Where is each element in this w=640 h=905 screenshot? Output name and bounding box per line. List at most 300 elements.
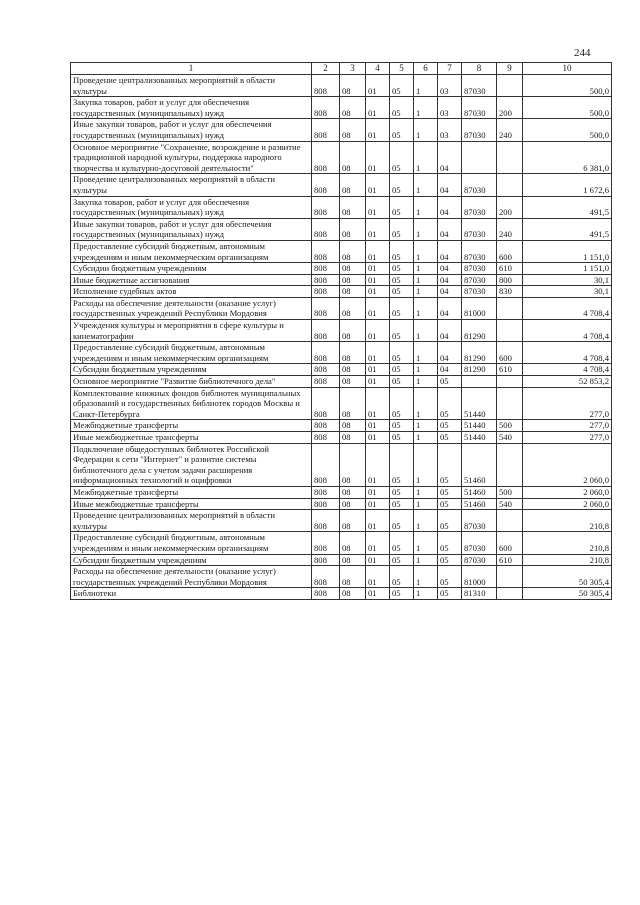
code-expense-type [497,387,523,420]
code-admin: 808 [312,141,340,174]
row-name: Исполнение судебных актов [71,286,312,298]
table-row [71,588,612,600]
code-event: 05 [438,420,462,432]
code-program: 05 [390,566,414,588]
code-section: 08 [340,387,366,420]
code-expense-type: 200 [497,97,523,119]
code-event: 03 [438,75,462,97]
code-subsection: 01 [366,498,390,510]
code-admin: 808 [312,510,340,532]
code-section: 08 [340,320,366,342]
code-section: 08 [340,263,366,275]
code-subsection: 01 [366,141,390,174]
page-number: 244 [574,47,591,59]
code-section: 08 [340,274,366,286]
table-row [71,342,612,364]
amount: 2 060,0 [523,443,612,486]
code-direction [462,376,497,388]
code-direction: 51440 [462,387,497,420]
code-expense-type [497,510,523,532]
code-program: 05 [390,218,414,240]
row-name: Основное мероприятие "Сохранение, возрождение и развитие традиционной народной культуры, поддержка народного творчества и культурно-досуговой деятельности" [71,141,312,174]
code-direction: 87030 [462,240,497,262]
code-admin: 808 [312,196,340,218]
code-program: 05 [390,320,414,342]
code-subprogram: 1 [414,486,438,498]
code-program: 05 [390,432,414,444]
code-section: 08 [340,510,366,532]
table-row [71,486,612,498]
code-direction: 87030 [462,174,497,196]
amount: 50 305,4 [523,566,612,588]
code-event: 04 [438,342,462,364]
code-program: 05 [390,420,414,432]
table-row [71,320,612,342]
code-subprogram: 1 [414,141,438,174]
amount: 1 151,0 [523,240,612,262]
amount: 277,0 [523,432,612,444]
code-admin: 808 [312,420,340,432]
code-subprogram: 1 [414,554,438,566]
code-subprogram: 1 [414,240,438,262]
table-body [71,75,612,600]
code-section: 08 [340,196,366,218]
code-section: 08 [340,443,366,486]
code-program: 05 [390,498,414,510]
code-admin: 808 [312,240,340,262]
table-row [71,532,612,554]
code-admin: 808 [312,387,340,420]
code-direction: 81000 [462,566,497,588]
code-event: 05 [438,443,462,486]
code-subprogram: 1 [414,75,438,97]
code-admin: 808 [312,75,340,97]
code-subprogram: 1 [414,364,438,376]
code-subprogram: 1 [414,432,438,444]
code-expense-type [497,320,523,342]
code-admin: 808 [312,566,340,588]
code-program: 05 [390,554,414,566]
code-program: 05 [390,141,414,174]
code-subprogram: 1 [414,274,438,286]
code-event: 04 [438,263,462,275]
code-program: 05 [390,240,414,262]
code-expense-type [497,297,523,319]
amount: 1 151,0 [523,263,612,275]
code-admin: 808 [312,97,340,119]
code-direction: 51460 [462,443,497,486]
code-subprogram: 1 [414,196,438,218]
row-name: Иные закупки товаров, работ и услуг для обеспечения государственных (муниципальных) нужд [71,218,312,240]
code-subprogram: 1 [414,376,438,388]
column-header: 8 [462,63,497,75]
code-section: 08 [340,75,366,97]
code-expense-type: 610 [497,364,523,376]
code-direction: 87030 [462,263,497,275]
code-subsection: 01 [366,510,390,532]
code-subprogram: 1 [414,420,438,432]
amount: 500,0 [523,97,612,119]
code-admin: 808 [312,218,340,240]
row-name: Иные межбюджетные трансферты [71,498,312,510]
table-row [71,174,612,196]
code-direction: 87030 [462,75,497,97]
code-event: 05 [438,566,462,588]
code-direction: 81310 [462,588,497,600]
table-row [71,566,612,588]
code-program: 05 [390,443,414,486]
code-subsection: 01 [366,320,390,342]
code-section: 08 [340,432,366,444]
row-name: Проведение централизованных мероприятий в области культуры [71,174,312,196]
amount: 4 708,4 [523,342,612,364]
code-program: 05 [390,286,414,298]
code-admin: 808 [312,588,340,600]
code-subprogram: 1 [414,498,438,510]
code-program: 05 [390,364,414,376]
code-subprogram: 1 [414,218,438,240]
code-subsection: 01 [366,364,390,376]
code-direction: 87030 [462,119,497,141]
code-subsection: 01 [366,376,390,388]
row-name: Иные закупки товаров, работ и услуг для обеспечения государственных (муниципальных) нужд [71,119,312,141]
code-subsection: 01 [366,297,390,319]
code-section: 08 [340,174,366,196]
code-subsection: 01 [366,588,390,600]
code-admin: 808 [312,498,340,510]
code-subprogram: 1 [414,263,438,275]
code-section: 08 [340,297,366,319]
code-admin: 808 [312,376,340,388]
table-row [71,263,612,275]
code-event: 04 [438,174,462,196]
column-header: 3 [340,63,366,75]
code-expense-type: 600 [497,240,523,262]
table-row [71,286,612,298]
code-expense-type: 240 [497,218,523,240]
row-name: Учреждения культуры и мероприятия в сфере культуры и кинематографии [71,320,312,342]
code-event: 05 [438,486,462,498]
code-admin: 808 [312,286,340,298]
code-program: 05 [390,75,414,97]
row-name: Предоставление субсидий бюджетным, автономным учреждениям и иным некоммерческим организациям [71,240,312,262]
table-row [71,274,612,286]
row-name: Субсидии бюджетным учреждениям [71,554,312,566]
code-admin: 808 [312,532,340,554]
code-direction: 87030 [462,274,497,286]
table-header-row [71,63,612,75]
table-row [71,498,612,510]
code-section: 08 [340,141,366,174]
code-expense-type: 610 [497,554,523,566]
code-subprogram: 1 [414,342,438,364]
code-admin: 808 [312,174,340,196]
code-program: 05 [390,387,414,420]
code-expense-type: 540 [497,498,523,510]
code-subprogram: 1 [414,119,438,141]
column-header: 5 [390,63,414,75]
code-expense-type: 830 [497,286,523,298]
table-row [71,443,612,486]
row-name: Закупка товаров, работ и услуг для обеспечения государственных (муниципальных) нужд [71,97,312,119]
amount: 52 853,2 [523,376,612,388]
code-subprogram: 1 [414,566,438,588]
code-program: 05 [390,376,414,388]
column-header: 7 [438,63,462,75]
code-subprogram: 1 [414,286,438,298]
code-subprogram: 1 [414,443,438,486]
code-subsection: 01 [366,218,390,240]
code-admin: 808 [312,320,340,342]
amount: 4 708,4 [523,297,612,319]
code-program: 05 [390,297,414,319]
amount: 210,8 [523,554,612,566]
code-subsection: 01 [366,387,390,420]
code-direction: 81000 [462,297,497,319]
row-name: Основное мероприятие "Развитие библиотечного дела" [71,376,312,388]
code-event: 05 [438,376,462,388]
code-direction: 51440 [462,420,497,432]
code-section: 08 [340,486,366,498]
code-expense-type [497,443,523,486]
code-subprogram: 1 [414,174,438,196]
code-subprogram: 1 [414,387,438,420]
code-event: 03 [438,119,462,141]
code-program: 05 [390,274,414,286]
table-row [71,432,612,444]
table-row [71,75,612,97]
code-program: 05 [390,588,414,600]
code-expense-type [497,588,523,600]
amount: 50 305,4 [523,588,612,600]
row-name: Подключение общедоступных библиотек Российской Федерации к сети "Интернет" и развитие системы библиотечного дела с учетом задачи расширения информационных технологий и оцифровки [71,443,312,486]
amount: 4 708,4 [523,320,612,342]
amount: 210,8 [523,532,612,554]
code-expense-type [497,75,523,97]
code-event: 05 [438,510,462,532]
table-row [71,218,612,240]
code-event: 05 [438,432,462,444]
code-subsection: 01 [366,420,390,432]
table-row [71,119,612,141]
code-expense-type: 500 [497,420,523,432]
code-direction: 87030 [462,97,497,119]
column-header: 1 [71,63,312,75]
code-program: 05 [390,119,414,141]
code-event: 05 [438,387,462,420]
code-admin: 808 [312,297,340,319]
amount: 210,8 [523,510,612,532]
code-event: 04 [438,218,462,240]
row-name: Межбюджетные трансферты [71,420,312,432]
code-subsection: 01 [366,554,390,566]
code-expense-type [497,566,523,588]
code-section: 08 [340,376,366,388]
row-name: Расходы на обеспечение деятельности (оказание услуг) государственных учреждений Республики Мордовия [71,297,312,319]
code-subsection: 01 [366,240,390,262]
row-name: Предоставление субсидий бюджетным, автономным учреждениям и иным некоммерческим организациям [71,342,312,364]
code-subsection: 01 [366,286,390,298]
code-section: 08 [340,498,366,510]
code-section: 08 [340,364,366,376]
code-event: 05 [438,588,462,600]
code-subsection: 01 [366,443,390,486]
code-admin: 808 [312,554,340,566]
code-direction: 81290 [462,342,497,364]
code-section: 08 [340,588,366,600]
code-event: 04 [438,274,462,286]
table-row [71,376,612,388]
code-event: 05 [438,532,462,554]
table-row [71,141,612,174]
code-subsection: 01 [366,274,390,286]
amount: 1 672,6 [523,174,612,196]
code-section: 08 [340,97,366,119]
code-direction: 87030 [462,510,497,532]
code-admin: 808 [312,432,340,444]
code-subsection: 01 [366,174,390,196]
code-section: 08 [340,218,366,240]
code-section: 08 [340,240,366,262]
code-admin: 808 [312,119,340,141]
row-name: Субсидии бюджетным учреждениям [71,263,312,275]
code-subprogram: 1 [414,510,438,532]
code-event: 03 [438,97,462,119]
code-program: 05 [390,342,414,364]
code-expense-type [497,174,523,196]
code-admin: 808 [312,364,340,376]
code-subsection: 01 [366,486,390,498]
code-event: 04 [438,286,462,298]
row-name: Проведение централизованных мероприятий в области культуры [71,510,312,532]
code-event: 04 [438,297,462,319]
code-admin: 808 [312,486,340,498]
budget-table [70,62,612,600]
table-row [71,240,612,262]
table-row [71,364,612,376]
code-direction: 87030 [462,218,497,240]
column-header: 2 [312,63,340,75]
row-name: Иные межбюджетные трансферты [71,432,312,444]
code-event: 04 [438,240,462,262]
table-row [71,196,612,218]
code-direction: 81290 [462,320,497,342]
code-expense-type [497,376,523,388]
code-direction: 51460 [462,486,497,498]
amount: 30,1 [523,274,612,286]
code-subprogram: 1 [414,320,438,342]
code-event: 04 [438,320,462,342]
column-header: 9 [497,63,523,75]
row-name: Библиотеки [71,588,312,600]
table-row [71,387,612,420]
code-direction [462,141,497,174]
code-subsection: 01 [366,97,390,119]
code-event: 05 [438,498,462,510]
code-expense-type: 600 [497,532,523,554]
table-row [71,420,612,432]
amount: 277,0 [523,420,612,432]
code-program: 05 [390,263,414,275]
code-program: 05 [390,486,414,498]
table-row [71,554,612,566]
amount: 2 060,0 [523,498,612,510]
code-event: 04 [438,141,462,174]
code-program: 05 [390,196,414,218]
code-direction: 51460 [462,498,497,510]
row-name: Предоставление субсидий бюджетным, автономным учреждениям и иным некоммерческим организациям [71,532,312,554]
code-program: 05 [390,97,414,119]
table-row [71,297,612,319]
code-subsection: 01 [366,342,390,364]
code-section: 08 [340,342,366,364]
code-section: 08 [340,286,366,298]
row-name: Комплектование книжных фондов библиотек муниципальных образований и государственных библиотек городов Москвы и Санкт-Петербурга [71,387,312,420]
code-expense-type: 200 [497,196,523,218]
amount: 491,5 [523,218,612,240]
code-admin: 808 [312,443,340,486]
code-expense-type: 610 [497,263,523,275]
code-admin: 808 [312,274,340,286]
code-subsection: 01 [366,75,390,97]
code-program: 05 [390,510,414,532]
row-name: Закупка товаров, работ и услуг для обеспечения государственных (муниципальных) нужд [71,196,312,218]
code-program: 05 [390,174,414,196]
code-subprogram: 1 [414,97,438,119]
column-header: 4 [366,63,390,75]
code-direction: 87030 [462,196,497,218]
code-section: 08 [340,119,366,141]
code-section: 08 [340,566,366,588]
row-name: Субсидии бюджетным учреждениям [71,364,312,376]
amount: 6 381,0 [523,141,612,174]
code-expense-type: 800 [497,274,523,286]
code-event: 05 [438,554,462,566]
code-expense-type: 600 [497,342,523,364]
amount: 2 060,0 [523,486,612,498]
row-name: Иные бюджетные ассигнования [71,274,312,286]
code-admin: 808 [312,342,340,364]
code-direction: 87030 [462,286,497,298]
table-row [71,97,612,119]
code-event: 04 [438,196,462,218]
code-section: 08 [340,532,366,554]
code-expense-type [497,141,523,174]
code-subprogram: 1 [414,532,438,554]
amount: 500,0 [523,75,612,97]
amount: 30,1 [523,286,612,298]
code-expense-type: 240 [497,119,523,141]
amount: 491,5 [523,196,612,218]
row-name: Межбюджетные трансферты [71,486,312,498]
row-name: Проведение централизованных мероприятий в области культуры [71,75,312,97]
code-direction: 87030 [462,532,497,554]
code-section: 08 [340,554,366,566]
code-subprogram: 1 [414,588,438,600]
table-row [71,510,612,532]
code-subprogram: 1 [414,297,438,319]
code-section: 08 [340,420,366,432]
code-event: 04 [438,364,462,376]
column-header: 6 [414,63,438,75]
code-subsection: 01 [366,196,390,218]
column-header: 10 [523,63,612,75]
amount: 277,0 [523,387,612,420]
amount: 500,0 [523,119,612,141]
code-direction: 87030 [462,554,497,566]
code-subsection: 01 [366,566,390,588]
code-subsection: 01 [366,532,390,554]
